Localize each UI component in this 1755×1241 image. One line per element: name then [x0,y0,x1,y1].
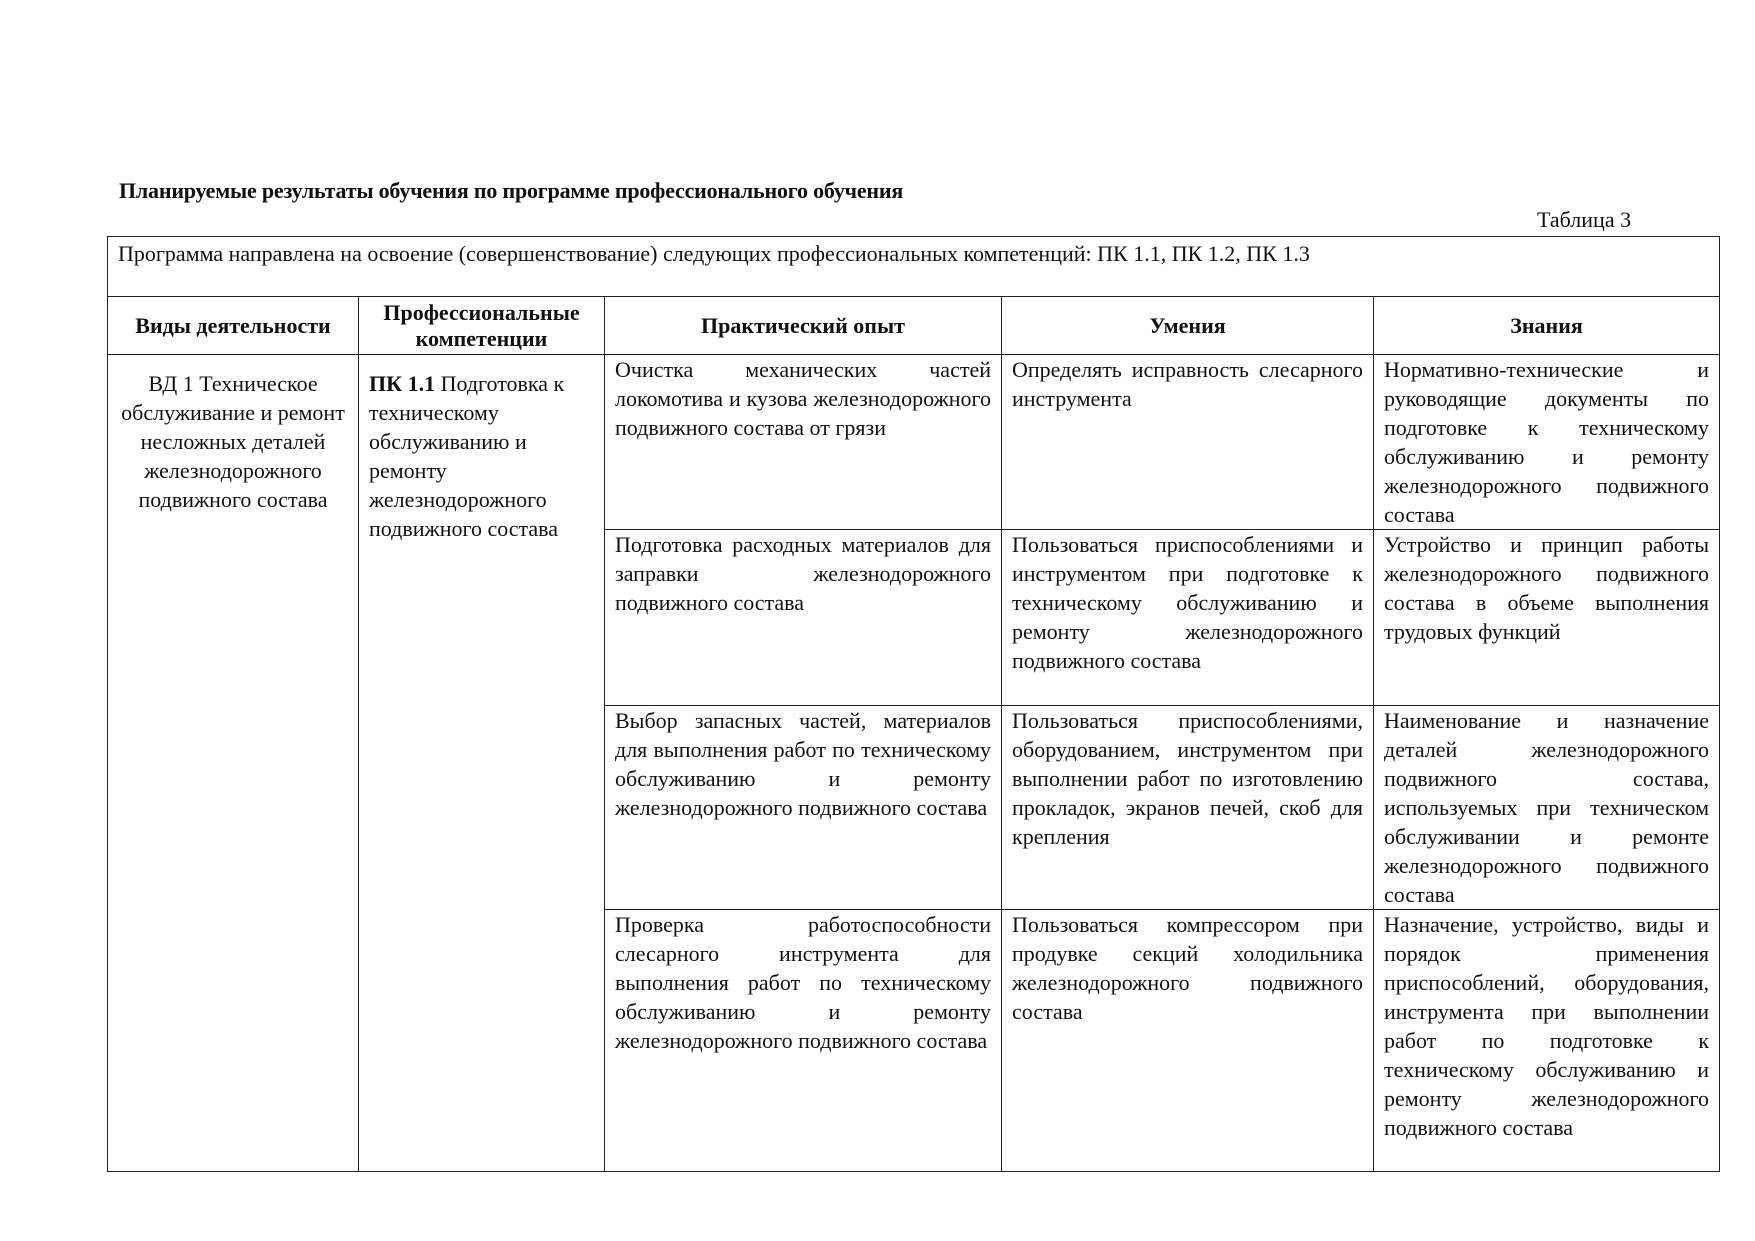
competence-code: ПК 1.1 [369,371,436,396]
experience-cell: Подготовка расходных материалов для заправки железнодорожного подвижного состава [605,530,1002,706]
knowledge-cell: Нормативно-технические и руководящие документы по подготовке к техническому обслуживанию и ремонту железнодорожного подвижного состава [1374,355,1720,530]
header-activity: Виды деятельности [108,297,359,355]
competence-cell [359,355,605,1172]
skills-cell: Пользоваться приспособлениями, оборудованием, инструментом при выполнении работ по изготовлению прокладок, экранов печей, скоб для крепления [1002,706,1374,910]
experience-cell: Очистка механических частей локомотива и кузова железнодорожного подвижного состава от грязи [605,355,1002,530]
header-row [108,297,1720,355]
knowledge-cell: Устройство и принцип работы железнодорожного подвижного состава в объеме выполнения трудовых функций [1374,530,1720,706]
table-number: Таблица 3 [1537,207,1632,232]
header-knowledge: Знания [1374,297,1720,355]
header-experience: Практический опыт [605,297,1002,355]
experience-cell: Выбор запасных частей, материалов для выполнения работ по техническому обслуживанию и ремонту железнодорожного подвижного состава [605,706,1002,910]
skills-cell: Пользоваться компрессором при продувке секций холодильника железнодорожного подвижного состава [1002,910,1374,1172]
skills-cell: Пользоваться приспособлениями и инструментом при подготовке к техническому обслуживанию и ремонту железнодорожного подвижного состава [1002,530,1374,706]
skills-cell: Определять исправность слесарного инструмента [1002,355,1374,530]
document-title: Планируемые результаты обучения по программе профессионального обучения [119,178,904,203]
learning-outcomes-table [107,236,1720,1172]
knowledge-cell: Наименование и назначение деталей железнодорожного подвижного состава, используемых при техническом обслуживании и ремонте железнодорожного подвижного состава [1374,706,1720,910]
competence-text: Подготовка к техническому обслуживанию и ремонту железнодорожного подвижного состава [369,371,565,541]
header-skills: Умения [1002,297,1374,355]
activity-cell: ВД 1 Техническое обслуживание и ремонт несложных деталей железнодорожного подвижного состава [108,355,359,1172]
intro-text: Программа направлена на освоение (совершенствование) следующих профессиональных компетенций: ПК 1.1, ПК 1.2, ПК 1.3 [108,237,1720,297]
header-competence: Профессиональные компетенции [359,297,605,355]
table-row [108,355,1720,530]
knowledge-cell: Назначение, устройство, виды и порядок применения приспособлений, оборудования, инструмента при выполнении работ по подготовке к техническому обслуживанию и ремонту железнодорожного подвижного состава [1374,910,1720,1172]
experience-cell: Проверка работоспособности слесарного инструмента для выполнения работ по техническому обслуживанию и ремонту железнодорожного подвижного состава [605,910,1002,1172]
intro-row [108,237,1720,297]
